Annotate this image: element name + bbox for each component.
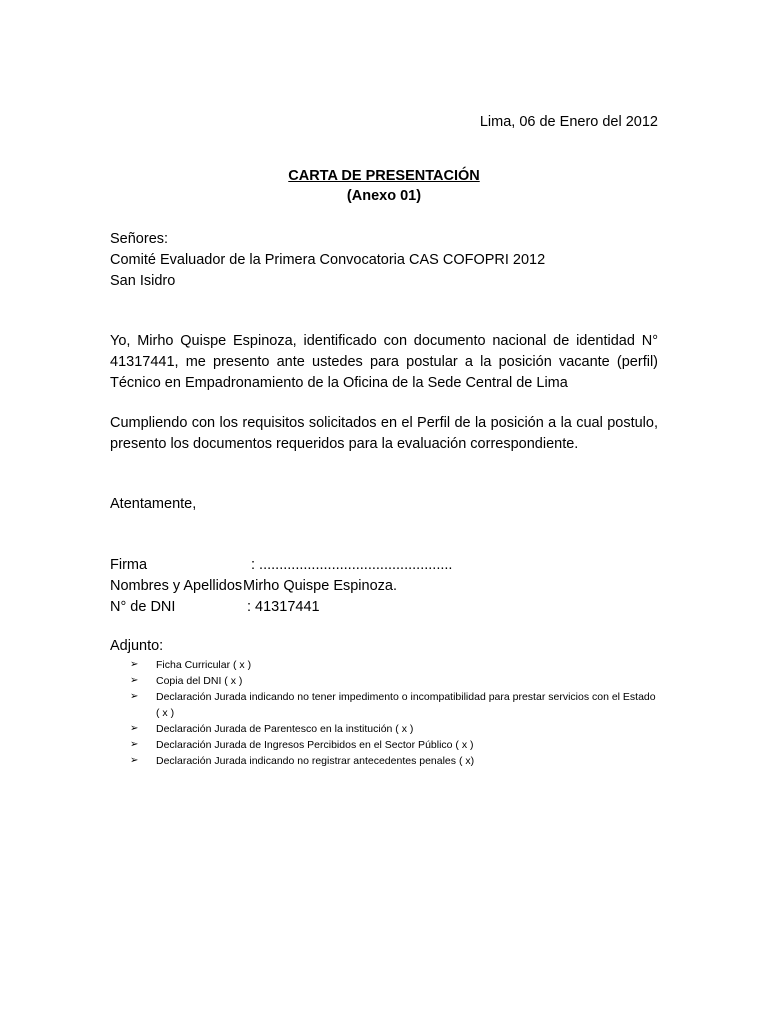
arrow-bullet-icon: ➢ [130, 675, 139, 686]
attachment-text: Copia del DNI ( x ) [156, 675, 243, 687]
arrow-bullet-icon: ➢ [130, 659, 139, 670]
nombres-label: Nombres y Apellidos [110, 578, 243, 594]
arrow-bullet-icon: ➢ [130, 691, 139, 702]
salutation: Señores: [110, 231, 169, 247]
addressee-block [110, 229, 545, 292]
body-paragraph-intro: Yo, Mirho Quispe Espinoza, identificado con documento nacional de identidad N° 41317441, me presento ante ustedes para postular a la posición vacante (perfil) Técnico en Empadronamiento de la Oficina de la Sede Central de Lima [110, 333, 658, 391]
attachment-text: Declaración Jurada indicando no tener impedimento o incompatibilidad para prestar servicios con el Estado ( x ) [156, 691, 656, 719]
firma-label: Firma [110, 557, 148, 573]
arrow-bullet-icon: ➢ [130, 739, 139, 750]
dni-label: N° de DNI [110, 599, 176, 615]
arrow-bullet-icon: ➢ [130, 723, 139, 734]
letter-title: CARTA DE PRESENTACIÓN [288, 168, 480, 184]
date-line: Lima, 06 de Enero del 2012 [479, 114, 658, 130]
arrow-bullet-icon: ➢ [130, 755, 139, 766]
list-item [130, 737, 660, 753]
closing-line: Atentamente, [110, 496, 197, 512]
dni-value: : 41317441 [247, 599, 320, 615]
list-item [130, 657, 660, 673]
body-paragraph-requirements: Cumpliendo con los requisitos solicitados en el Perfil de la posición a la cual postulo, presento los documentos requeridos para la evaluación correspondiente. [110, 415, 658, 452]
letter-subtitle: (Anexo 01) [346, 188, 422, 204]
attachment-text: Declaración Jurada indicando no registrar antecedentes penales ( x) [156, 755, 475, 767]
list-item [130, 673, 660, 689]
addressee-place: San Isidro [110, 273, 176, 289]
attachment-text: Ficha Curricular ( x ) [156, 659, 252, 671]
firma-value: : ................................................ [251, 557, 453, 573]
attachment-text: Declaración Jurada de Parentesco en la institución ( x ) [156, 723, 414, 735]
attachments-list [130, 657, 660, 769]
committee-name: Comité Evaluador de la Primera Convocatoria CAS COFOPRI 2012 [110, 252, 546, 268]
list-item [130, 721, 660, 737]
nombres-value: : Mirho Quispe Espinoza. [235, 578, 397, 594]
title-block [0, 166, 768, 206]
attachments-label: Adjunto: [110, 638, 164, 654]
list-item [130, 753, 660, 769]
list-item [130, 689, 660, 721]
attachment-text: Declaración Jurada de Ingresos Percibidos en el Sector Público ( x ) [156, 739, 474, 751]
